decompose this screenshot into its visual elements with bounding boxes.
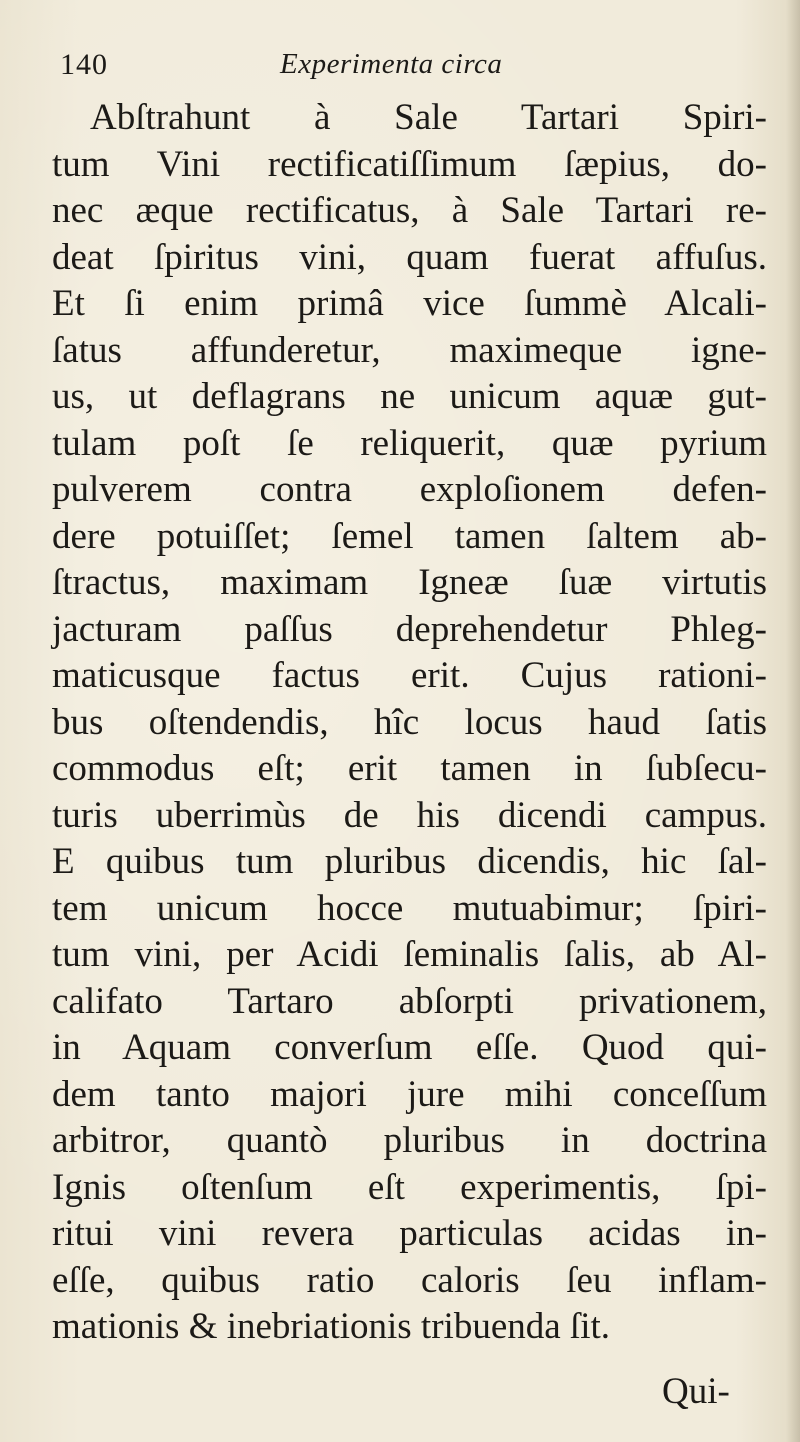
text-line: eſſe, quibus ratio caloris ſeu inflam- <box>52 1259 767 1301</box>
text-line: arbitror, quantò pluribus in doctrina <box>52 1120 767 1161</box>
body-text <box>52 95 767 1351</box>
text-line: jacturam paſſus deprehendetur Phleg- <box>52 608 767 650</box>
text-line: in Aquam converſum eſſe. Quod qui- <box>52 1027 767 1068</box>
text-line: turis uberrimùs de his dicendi campus. <box>52 794 767 836</box>
text-line: dere potuiſſet; ſemel tamen ſaltem ab- <box>52 515 767 557</box>
page-edge-shadow <box>786 0 800 1442</box>
text-line: tum Vini rectificatiſſimum ſæpius, do- <box>52 143 767 185</box>
running-title: Experimenta circa <box>280 48 503 80</box>
text-line: dem tanto majori jure mihi conceſſum <box>52 1073 767 1115</box>
catchword: Qui- <box>662 1371 730 1412</box>
text-line: deat ſpiritus vini, quam fuerat affuſus. <box>52 236 767 278</box>
text-line: E quibus tum pluribus dicendis, hic ſal- <box>52 841 767 882</box>
text-line: commodus eſt; erit tamen in ſubſecu- <box>52 748 767 789</box>
text-line: ſtractus, maximam Igneæ ſuæ virtutis <box>52 562 767 603</box>
text-line: us, ut deflagrans ne unicum aquæ gut- <box>52 376 767 417</box>
text-line: ritui vini revera particulas acidas in- <box>52 1213 767 1254</box>
text-line: pulverem contra exploſionem defen- <box>52 469 767 510</box>
text-line: califato Tartaro abſorpti privationem, <box>52 980 767 1022</box>
page-header <box>60 48 740 88</box>
text-line: nec æque rectificatus, à Sale Tartari re- <box>52 190 767 231</box>
text-line: maticusque factus erit. Cujus rationi- <box>52 655 767 696</box>
text-line: Et ſi enim primâ vice ſummè Alcali- <box>52 283 767 324</box>
text-line: mationis & inebriationis tribuenda ſit. <box>52 1306 610 1347</box>
page-number: 140 <box>60 48 108 81</box>
text-line: bus oſtendendis, hîc locus haud ſatis <box>52 701 767 743</box>
text-line: Ignis oſtenſum eſt experimentis, ſpi- <box>52 1166 767 1208</box>
text-line: tem unicum hocce mutuabimur; ſpiri- <box>52 887 767 929</box>
text-line: tum vini, per Acidi ſeminalis ſalis, ab Al- <box>52 934 767 975</box>
text-line: ſatus affunderetur, maximeque igne- <box>52 329 767 371</box>
text-line: Abſtrahunt à Sale Tartari Spiri- <box>90 97 767 138</box>
text-line: tulam poſt ſe reliquerit, quæ pyrium <box>52 422 767 464</box>
